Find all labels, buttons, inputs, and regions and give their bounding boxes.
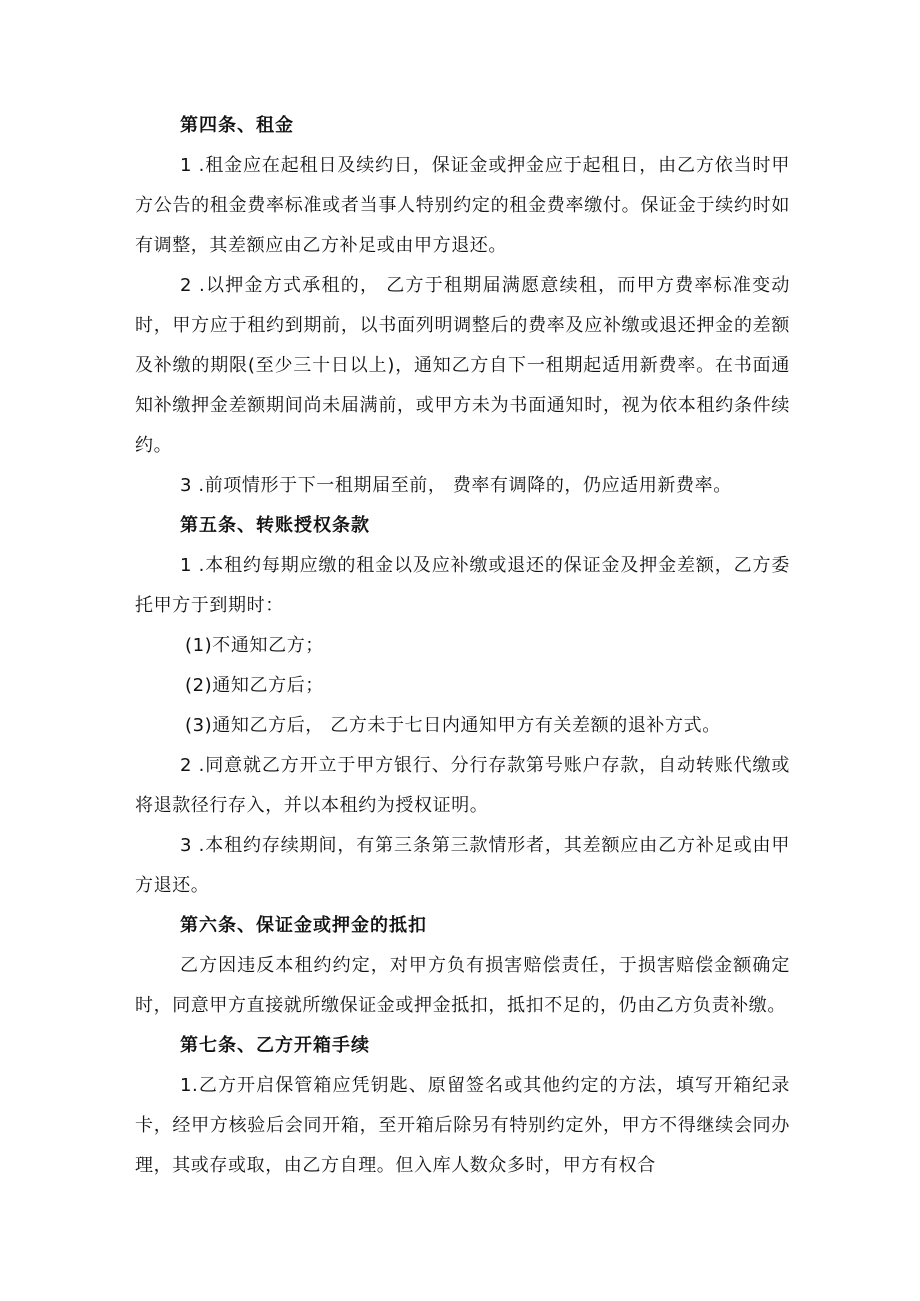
paragraph: 乙方因违反本租约约定，对甲方负有损害赔偿责任，于损害赔偿金额确定时，同意甲方直接就所缴保证金或押金抵扣，抵扣不足的，仍由乙方负责补缴。 (135, 955, 790, 1016)
paragraph: 2 .同意就乙方开立于甲方银行、分行存款第号账户存款，自动转账代缴或将退款径行存入，并以本租约为授权证明。 (135, 755, 790, 816)
paragraph: 1 .租金应在起租日及续约日，保证金或押金应于起租日，由乙方依当时甲方公告的租金费率标准或者当事人特别约定的租金费率缴付。保证金于续约时如有调整，其差额应由乙方补足或由甲方退还。 (135, 155, 790, 256)
section-heading-article-7: 第七条、乙方开箱手续 (180, 1035, 370, 1056)
list-item: (2)通知乙方后； (185, 675, 324, 696)
paragraph: 1 .本租约每期应缴的租金以及应补缴或退还的保证金及押金差额，乙方委托甲方于到期时： (135, 555, 790, 616)
paragraph: 3 .前项情形于下一租期届至前， 费率有调降的，仍应适用新费率。 (180, 475, 732, 496)
paragraph: 1.乙方开启保管箱应凭钥匙、原留签名或其他约定的方法，填写开箱纪录卡，经甲方核验后会同开箱，至开箱后除另有特别约定外，甲方不得继续会同办理，其或存或取，由乙方自理。但入库人数众多时，甲方有权合 (135, 1075, 790, 1176)
list-item: (1)不通知乙方； (185, 635, 324, 656)
section-heading-article-6: 第六条、保证金或押金的抵扣 (180, 915, 427, 936)
paragraph: 3 .本租约存续期间，有第三条第三款情形者，其差额应由乙方补足或由甲方退还。 (135, 835, 790, 896)
section-heading-article-5: 第五条、转账授权条款 (180, 515, 370, 536)
section-heading-article-4: 第四条、租金 (180, 115, 294, 136)
list-item: (3)通知乙方后， 乙方未于七日内通知甲方有关差额的退补方式。 (185, 715, 721, 736)
paragraph: 2 .以押金方式承租的， 乙方于租期届满愿意续租，而甲方费率标准变动时，甲方应于租约到期前，以书面列明调整后的费率及应补缴或退还押金的差额及补缴的期限(至少三十日以上)，通知乙方自下一租期起适用新费率。在书面通知补缴押金差额期间尚未届满前，或甲方未为书面通知时，视为依本租约条件续约。 (135, 275, 790, 456)
